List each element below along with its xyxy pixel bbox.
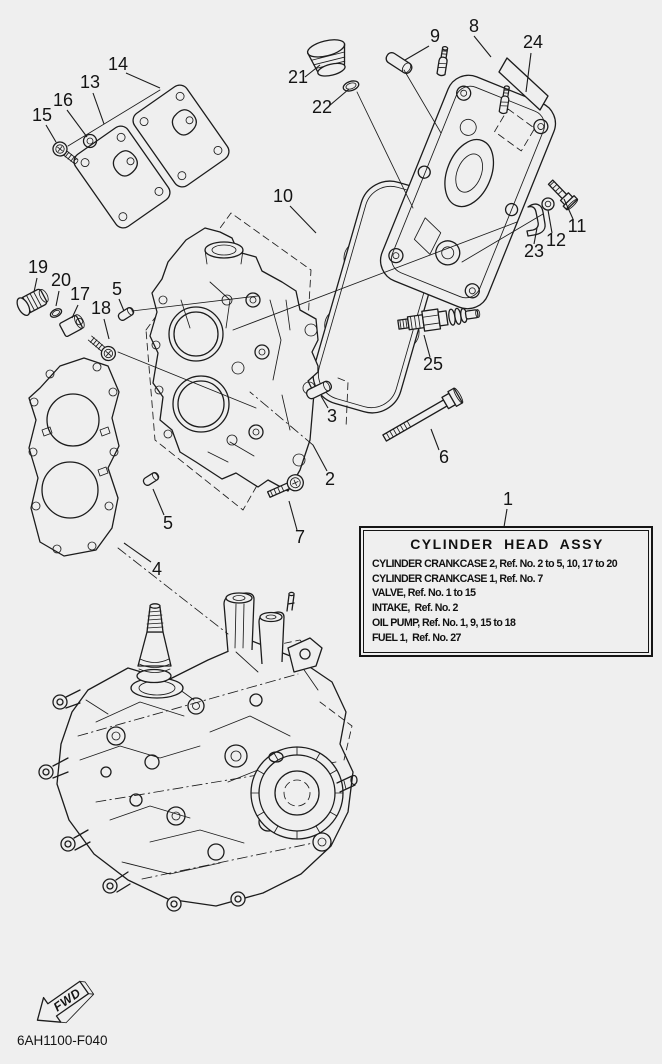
callout-10: 10 xyxy=(272,186,294,206)
leader-line-1 xyxy=(504,509,507,527)
leader-line-5 xyxy=(119,299,124,311)
fwd-label: FWD xyxy=(50,985,84,1015)
assembly-info-box-inner xyxy=(363,530,649,653)
callout-14: 14 xyxy=(107,54,129,74)
callout-22: 22 xyxy=(311,97,333,117)
callout-19: 19 xyxy=(27,257,49,277)
part-dowel-pin-5a xyxy=(117,306,135,321)
callout-6: 6 xyxy=(438,447,450,467)
callout-25: 25 xyxy=(422,354,444,374)
leader-line-9 xyxy=(405,46,429,60)
leader-line-20 xyxy=(56,291,59,306)
info-box-line: CYLINDER CRANKCASE 1, Ref. No. 7 xyxy=(372,572,543,585)
callout-8: 8 xyxy=(468,16,480,36)
part-o-ring-20 xyxy=(49,307,63,319)
info-box-title: CYLINDER HEAD ASSY xyxy=(410,536,604,552)
fwd-arrow xyxy=(29,973,98,1035)
crankshaft xyxy=(131,604,183,698)
part-pin-9 xyxy=(384,51,413,75)
callout-12: 12 xyxy=(545,230,567,250)
assembly-info-box xyxy=(359,526,653,657)
callout-18: 18 xyxy=(90,298,112,318)
crankcase-assembly xyxy=(39,592,357,911)
leader-line-15 xyxy=(46,125,56,142)
leader-line-18 xyxy=(104,319,109,339)
leader-line-14 xyxy=(126,73,160,88)
leader-line-6 xyxy=(431,429,439,450)
callout-11: 11 xyxy=(567,216,587,236)
callout-13: 13 xyxy=(79,72,101,92)
callout-21: 21 xyxy=(287,67,309,87)
callout-17: 17 xyxy=(69,284,91,304)
callout-1: 1 xyxy=(502,489,514,509)
part-cylinder-head-cover-8 xyxy=(374,69,562,316)
callout-20: 20 xyxy=(50,270,72,290)
callout-5: 5 xyxy=(162,513,174,533)
part-oil-filler-cap-21 xyxy=(306,36,351,79)
info-box-line: FUEL 1, Ref. No. 27 xyxy=(372,631,461,644)
leader-line-10 xyxy=(290,206,316,233)
callout-5: 5 xyxy=(111,279,123,299)
info-box-line: CYLINDER CRANKCASE 2, Ref. No. 2 to 5, 10, 17 to 20 xyxy=(372,558,618,570)
info-box-line: INTAKE, Ref. No. 2 xyxy=(372,602,458,615)
gasket-alignment-centerline xyxy=(118,548,228,634)
info-box-line: OIL PUMP, Ref. No. 1, 9, 15 to 18 xyxy=(372,616,516,629)
leader-line-7 xyxy=(289,501,297,530)
cover-stud-a xyxy=(437,46,449,76)
part-head-gasket-4 xyxy=(29,358,119,556)
leader-line-5 xyxy=(153,489,164,515)
part-dowel-pin-5b xyxy=(142,471,160,486)
callout-23: 23 xyxy=(523,241,545,261)
leader-line-16 xyxy=(67,110,87,137)
leader-line-4 xyxy=(124,543,151,562)
leader-line-13 xyxy=(93,93,104,124)
leader-line-2 xyxy=(313,445,327,471)
part-o-ring-22 xyxy=(342,79,360,93)
leader-line-8 xyxy=(474,36,491,57)
part-plug-19 xyxy=(15,286,52,318)
callout-16: 16 xyxy=(52,90,74,110)
part-washer-12 xyxy=(542,198,554,210)
callout-3: 3 xyxy=(326,406,338,426)
callout-24: 24 xyxy=(522,32,544,52)
part-screw-18 xyxy=(85,333,118,364)
drawing-code: 6AH1100-F040 xyxy=(17,1033,108,1048)
callout-4: 4 xyxy=(151,559,163,579)
callout-2: 2 xyxy=(324,469,336,489)
callout-9: 9 xyxy=(429,26,441,46)
callout-15: 15 xyxy=(31,105,53,125)
part-cylinder-head-2 xyxy=(150,228,318,491)
pin-3-dashed-bracket xyxy=(338,378,348,428)
info-box-line: VALVE, Ref. No. 1 to 15 xyxy=(372,587,476,600)
callout-7: 7 xyxy=(294,527,306,547)
